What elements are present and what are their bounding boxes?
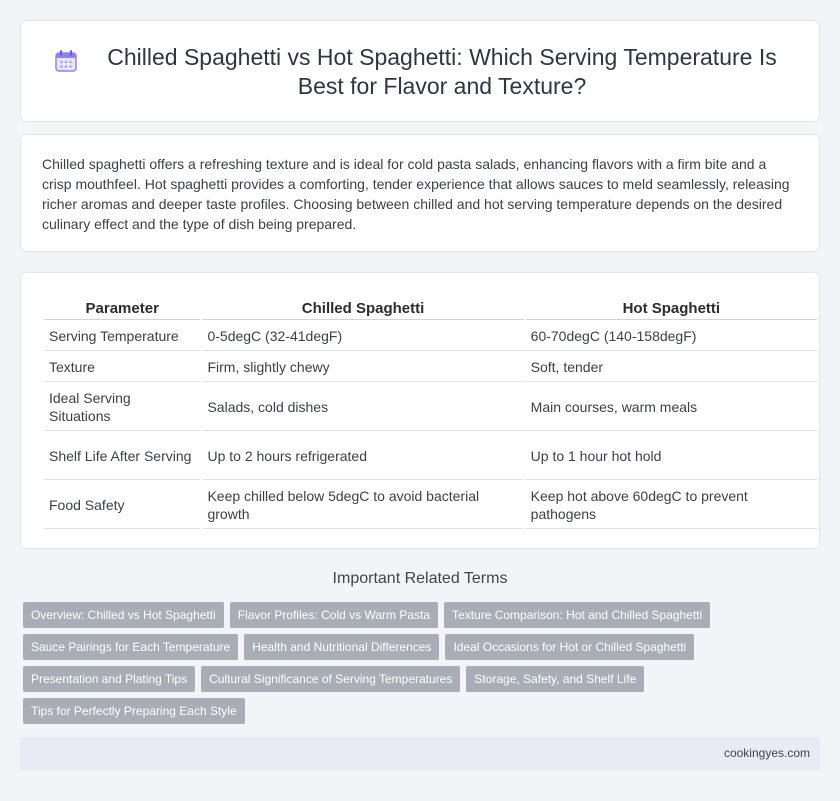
related-tag-presentation[interactable]: Presentation and Plating Tips <box>23 666 195 692</box>
table-cell: Food Safety <box>44 482 200 529</box>
table-cell: Salads, cold dishes <box>202 384 523 431</box>
intro-paragraph: Chilled spaghetti offers a refreshing texture and is ideal for cold pasta salads, enhancing flavors with a firm bite and a crisp mouthfeel. Hot spaghetti provides a comforting, tender experience that allows sauces to meld seamlessly, releasing richer aromas and deeper taste profiles. Choosing between chilled and hot serving temperature depends on the desired culinary effect and the type of dish being prepared. <box>42 156 790 232</box>
table-cell: Keep hot above 60degC to prevent pathogens <box>526 482 817 529</box>
comparison-table <box>42 296 819 531</box>
related-tag-preparation-tips[interactable]: Tips for Perfectly Preparing Each Style <box>23 698 245 724</box>
footer <box>20 737 820 770</box>
table-cell: Up to 2 hours refrigerated <box>202 433 523 480</box>
related-tag-health-nutrition[interactable]: Health and Nutritional Differences <box>244 634 439 660</box>
related-terms-heading: Important Related Terms <box>332 570 508 587</box>
title-card <box>20 20 820 122</box>
related-tag-storage-safety[interactable]: Storage, Safety, and Shelf Life <box>466 666 644 692</box>
table-cell: Soft, tender <box>526 353 817 382</box>
table-row <box>44 482 817 529</box>
related-tag-overview[interactable]: Overview: Chilled vs Hot Spaghetti <box>23 602 224 628</box>
table-cell: Shelf Life After Serving <box>44 433 200 480</box>
related-tag-texture-comparison[interactable]: Texture Comparison: Hot and Chilled Spaghetti <box>444 602 710 628</box>
table-cell: Ideal Serving Situations <box>44 384 200 431</box>
table-cell: Texture <box>44 353 200 382</box>
related-terms-list <box>23 602 723 724</box>
header-parameter: Parameter <box>44 298 200 320</box>
table-cell: Up to 1 hour hot hold <box>526 433 817 480</box>
table-cell: Main courses, warm meals <box>526 384 817 431</box>
table-cell: 60-70degC (140-158degF) <box>526 322 817 351</box>
table-row <box>44 353 817 382</box>
related-tag-flavor-profiles[interactable]: Flavor Profiles: Cold vs Warm Pasta <box>230 602 438 628</box>
table-row <box>44 322 817 351</box>
header-chilled: Chilled Spaghetti <box>202 298 523 320</box>
table-cell: Serving Temperature <box>44 322 200 351</box>
table-cell: Firm, slightly chewy <box>202 353 523 382</box>
related-tag-sauce-pairings[interactable]: Sauce Pairings for Each Temperature <box>23 634 238 660</box>
related-tag-cultural-significance[interactable]: Cultural Significance of Serving Temperatures <box>201 666 460 692</box>
table-row <box>44 433 817 480</box>
comparison-table-card <box>20 272 820 549</box>
table-cell: Keep chilled below 5degC to avoid bacterial growth <box>202 482 523 529</box>
page-title: Chilled Spaghetti vs Hot Spaghetti: Which Serving Temperature Is Best for Flavor and Texture? <box>107 44 777 99</box>
header-hot: Hot Spaghetti <box>526 298 817 320</box>
table-row <box>44 384 817 431</box>
footer-site-name: cookingyes.com <box>723 746 810 760</box>
intro-card <box>20 134 820 252</box>
table-cell: 0-5degC (32-41degF) <box>202 322 523 351</box>
table-header-row <box>44 298 817 320</box>
related-tag-ideal-occasions[interactable]: Ideal Occasions for Hot or Chilled Spaghetti <box>445 634 694 660</box>
